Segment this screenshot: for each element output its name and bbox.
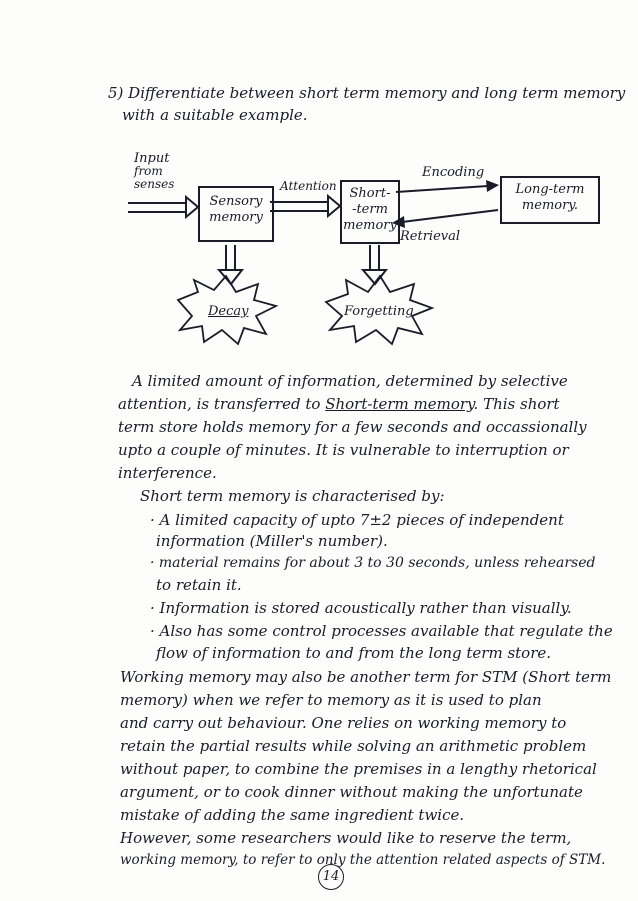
retrieval-arrow (402, 210, 498, 222)
input-arrowhead (186, 197, 198, 217)
para3-line-1: Working memory may also be another term for STM (Short term (120, 668, 612, 686)
encoding-arrow (396, 186, 488, 192)
bullet-4-line-2: flow of information to and from the long term store. (156, 644, 552, 662)
attention-label: Attention (280, 179, 337, 193)
attention-arrowhead (328, 196, 340, 216)
encoding-arrowhead (486, 180, 499, 192)
bullet-1-line-1: · A limited capacity of upto 7±2 pieces of independent (150, 511, 564, 529)
para1-line-5: interference. (118, 464, 217, 482)
para3-line-8: However, some researchers would like to reserve the term, (120, 829, 572, 847)
para1-line-2: attention, is transferred to Short-term memory. This short (118, 395, 560, 413)
bullet-4-line-1: · Also has some control processes available that regulate the (150, 622, 613, 640)
input-label: Input from senses (134, 151, 175, 191)
para3-line-3: and carry out behaviour. One relies on working memory to (120, 714, 567, 732)
para1-line-4: upto a couple of minutes. It is vulnerable to interruption or (118, 441, 569, 459)
para3-line-6: argument, or to cook dinner without making the unfortunate (120, 783, 583, 801)
short-term-memory-box: Short- -term memory (340, 180, 400, 244)
para3-line-7: mistake of adding the same ingredient twice. (120, 806, 465, 824)
forgetting-label: Forgetting (344, 304, 414, 319)
bullet-2-line-1: · material remains for about 3 to 30 seconds, unless rehearsed (150, 555, 596, 571)
para3-line-2: memory) when we refer to memory as it is used to plan (120, 691, 542, 709)
decay-label: Decay (208, 304, 249, 319)
question-line-1: 5) Differentiate between short term memory and long term memory (108, 84, 626, 102)
para1-line-1: A limited amount of information, determined by selective (132, 372, 568, 390)
page-number: 14 (318, 864, 344, 890)
sensory-memory-box: Sensory memory (198, 186, 274, 242)
para3-line-9: working memory, to refer to only the attention related aspects of STM. (120, 852, 606, 868)
long-term-memory-box: Long-term memory. (500, 176, 600, 224)
retrieval-label: Retrieval (400, 229, 461, 244)
bullet-3-line-1: · Information is stored acoustically rather than visually. (150, 599, 572, 617)
bullet-1-line-2: information (Miller's number). (156, 532, 388, 550)
para3-line-4: retain the partial results while solving an arithmetic problem (120, 737, 587, 755)
bullet-2-line-2: to retain it. (156, 576, 242, 594)
encoding-label: Encoding (422, 165, 485, 180)
question-line-2: with a suitable example. (122, 106, 308, 124)
short-term-memory-underlined: Short-term memory (325, 395, 474, 413)
para1-line-3: term store holds memory for a few seconds and occassionally (118, 418, 587, 436)
para3-line-5: without paper, to combine the premises in a lengthy rhetorical (120, 760, 597, 778)
stm-characteristics-heading: Short term memory is characterised by: (140, 487, 445, 505)
